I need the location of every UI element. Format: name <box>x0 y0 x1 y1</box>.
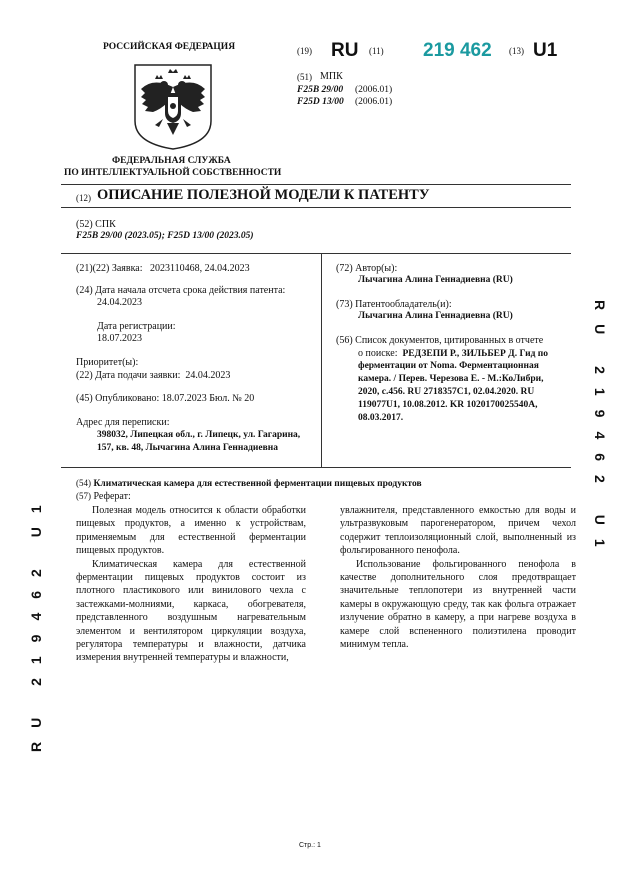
code-12: (12) <box>76 193 91 203</box>
country-code: RU <box>331 40 359 61</box>
divider <box>61 253 571 254</box>
cited-row <box>358 347 548 361</box>
code-51: (51) <box>297 72 312 82</box>
kind-code: U1 <box>533 40 558 61</box>
mpk-label: МПК <box>320 71 343 82</box>
mpk-version: (2006.01) <box>355 85 393 95</box>
published-row <box>76 392 254 405</box>
mpk-code: F25D 13/00 <box>297 97 344 107</box>
code-52: (52) <box>76 219 93 230</box>
registration-label: Дата регистрации: <box>97 321 176 332</box>
cited-line: РЕДЗЕПИ Р., ЗИЛЬБЕР Д. Гид по <box>402 349 549 359</box>
authors-value: Лычагина Алина Геннадиевна (RU) <box>358 275 513 285</box>
term-value: 24.04.2023 <box>97 297 142 308</box>
abstract-paragraph: Использование фольгированного пенофола в качестве дополнительного слоя предотвращает значительные теплопотери из внутренней части камеры в окружающую среду, так как фольга отражает излучение обратно в камеру, а при нагреве воздуха в камере слой вспененного полиэтилена проводит минимум тепла. <box>340 558 576 651</box>
divider <box>61 184 571 185</box>
agency-name-line2: ПО ИНТЕЛЛЕКТУАЛЬНОЙ СОБСТВЕННОСТИ <box>64 168 282 178</box>
abstract-paragraph: увлажнителя, представленного емкостью для воды и ультразвуковым парогенератором, причем чехол содержит теплоизоляционный слой, выполненный из фольгированного пенофола. <box>340 505 576 557</box>
abstract-paragraph: Полезная модель относится к области обработки пищевых продуктов, а именно к устройствам, применяемым для естественной ферментации пищевых продуктов. <box>76 505 306 557</box>
filing-value: 24.04.2023 <box>185 370 231 381</box>
spk-codes: F25B 29/00 (2023.05); F25D 13/00 (2023.05) <box>76 231 254 241</box>
spk-label: СПК <box>95 219 116 230</box>
mpk-version: (2006.01) <box>355 97 393 107</box>
country-name: РОССИЙСКАЯ ФЕДЕРАЦИЯ <box>103 42 236 52</box>
side-number-right: RU 219462 U1 <box>592 300 608 561</box>
page-number: Стр.: 1 <box>299 842 321 849</box>
divider <box>61 467 571 468</box>
abstract-left-column <box>76 504 306 665</box>
authors-label: (72) Автор(ы): <box>336 263 398 274</box>
code-54: (54) <box>76 478 91 488</box>
agency-name-line1: ФЕДЕРАЛЬНАЯ СЛУЖБА <box>112 156 231 166</box>
term-label: (24) Дата начала отсчета срока действия патента: <box>76 285 286 296</box>
cited-line: камера. / Перев. Черезова Е. - М.:КоЛибри, <box>358 374 544 384</box>
application-row <box>76 262 250 275</box>
cited-label: (56) Список документов, цитированных в отчете <box>336 335 544 346</box>
column-divider <box>321 253 322 467</box>
code-13: (13) <box>509 46 524 56</box>
application-label: (21)(22) Заявка: <box>76 263 143 274</box>
address-line: 398032, Липецкая обл., г. Липецк, ул. Гагарина, <box>97 430 301 440</box>
address-line: 157, кв. 48, Лычагина Алина Геннадиевна <box>97 443 278 453</box>
abstract-label-row <box>76 490 131 503</box>
holder-value: Лычагина Алина Геннадиевна (RU) <box>358 311 513 321</box>
patent-number: 219 462 <box>423 40 492 61</box>
abstract-label: Реферат: <box>93 491 131 502</box>
side-number-left: RU 219462 U1 <box>28 491 44 752</box>
abstract-paragraph: Климатическая камера для естественной ферментации пищевых продуктов состоит из плотного пластикового или винилового чехла с застежками-молниями, каркаса, обогревателя, представленного воздушным нагревательным элементом и вентилятором циркуляции воздуха, регулятора температуры и влажности, датчика измерения внутренней температуры и влажности, <box>76 558 306 664</box>
document-title: ОПИСАНИЕ ПОЛЕЗНОЙ МОДЕЛИ К ПАТЕНТУ <box>97 187 430 203</box>
cited-line: 08.03.2017. <box>358 413 404 423</box>
cited-line: 2020, с.456. RU 2718357C1, 02.04.2020. RU <box>358 387 535 397</box>
invention-row <box>76 477 422 491</box>
registration-value: 18.07.2023 <box>97 333 142 344</box>
cited-label-cont: о поиске: <box>358 348 398 359</box>
address-label: Адрес для переписки: <box>76 417 170 428</box>
published-value: 18.07.2023 Бюл. № 20 <box>161 393 255 404</box>
application-value: 2023110468, 24.04.2023 <box>150 263 250 274</box>
code-11: (11) <box>369 46 384 56</box>
cited-line: 119077U1, 10.08.2012. KR 1020170025540A, <box>358 400 538 410</box>
code-57: (57) <box>76 491 91 501</box>
filing-label: (22) Дата подачи заявки: <box>76 370 181 381</box>
invention-name: Климатическая камера для естественной ферментации пищевых продуктов <box>93 479 422 489</box>
cited-line: ферментации от Noma. Ферментационная <box>358 361 539 371</box>
code-19: (19) <box>297 46 312 56</box>
holder-label: (73) Патентообладатель(и): <box>336 299 452 310</box>
mpk-code: F25B 29/00 <box>297 85 344 95</box>
divider <box>61 207 571 208</box>
filing-row <box>76 369 230 382</box>
published-label: (45) Опубликовано: <box>76 393 160 404</box>
coat-of-arms-emblem <box>133 63 213 156</box>
priority-label: Приоритет(ы): <box>76 357 139 368</box>
abstract-right-column <box>340 504 576 651</box>
